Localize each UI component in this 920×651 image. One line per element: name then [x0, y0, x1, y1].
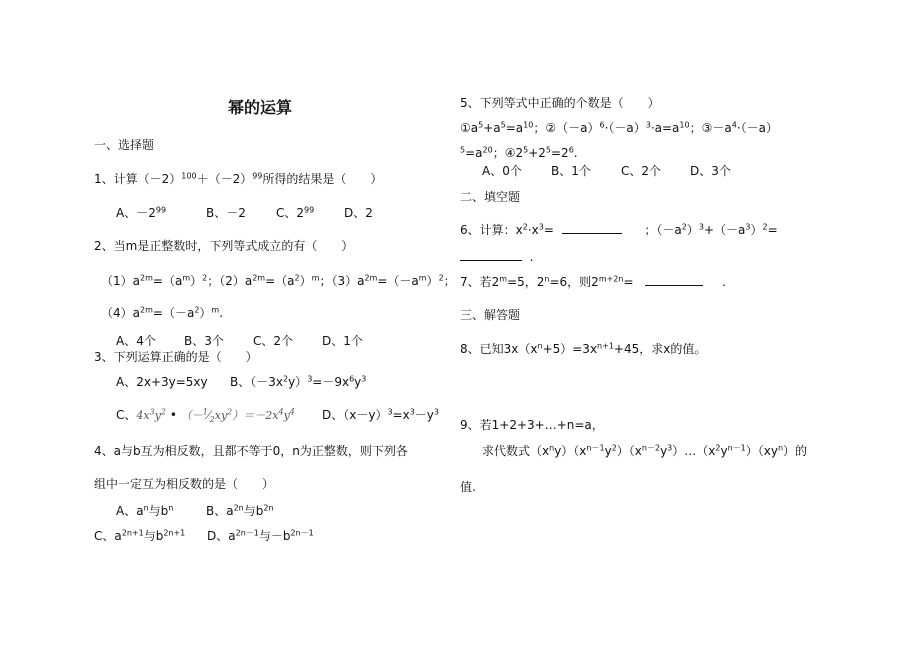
question-6-line2: .	[460, 249, 533, 265]
q5-option-d: D、3个	[690, 164, 731, 178]
question-7: 7、若$2^m=5$，$2^n=6$，则$2^{m+2n}=$ .	[460, 274, 726, 289]
q1-option-c: C、$2^{99}$	[276, 205, 315, 220]
q1-option-d: D、2	[344, 206, 373, 220]
q2-option-c: C、2个	[253, 334, 294, 348]
question-4-line1: 4、a与b互为相反数，且都不等于0，n为正整数，则下列各	[94, 444, 408, 458]
question-5: 5、下列等式中正确的个数是（ ）	[460, 96, 660, 110]
q4-option-d: D、$a^{2n-1}$与$-b^{2n-1}$	[207, 528, 314, 543]
q2-option-b: B、3个	[184, 334, 224, 348]
q5-option-c: C、2个	[621, 164, 662, 178]
q2-statement-line2: $(4)a^{2m}=(-a^2)^m$.	[101, 305, 224, 320]
question-9-line3: 值.	[460, 480, 476, 494]
q4-option-b: B、$a^{2n}$与$b^{2n}$	[206, 503, 274, 518]
q3-option-d: D、$(x-y)^3=x^3-y^3$	[322, 407, 439, 422]
question-2: 2、当m是正整数时，下列等式成立的有（ ）	[94, 239, 354, 253]
q3-option-b: B、$(-3x^2y)^3=-9x^6y^3$	[230, 374, 367, 389]
question-4-line2: 组中一定互为相反数的是（ ）	[94, 477, 275, 491]
question-3: 3、下列运算正确的是（ ）	[94, 350, 258, 364]
q2-option-d: D、1个	[322, 334, 363, 348]
q5-option-b: B、1个	[551, 164, 591, 178]
section-heading-answer: 三、解答题	[460, 308, 521, 322]
q5-option-a: A、0个	[482, 164, 522, 178]
q4-option-c: C、$a^{2n+1}$与$b^{2n+1}$	[94, 528, 186, 543]
q5-statements-line2: $^5=a^{20}$；$④2^5+2^5=2^6$.	[460, 145, 578, 160]
section-heading-fill: 二、填空题	[460, 190, 521, 204]
q5-statements-line1: $①a^5+a^5=a^{10}$；$②(-a)^6\cdot(-a)^3\cdot a=a^{10}$；$③-a^4\cdot(-a)$	[460, 120, 778, 135]
q1-option-a: A、$-2^{99}$	[116, 205, 167, 220]
question-6-line1: 6、计算：$x^2\cdot x^3=$ ；$(-a^2)^3+(-a^3)^2=$	[460, 222, 778, 237]
q2-option-a: A、4个	[116, 334, 156, 348]
question-1: 1、计算$(-2)^{100}+(-2)^{99}$所得的结果是（ ）	[94, 171, 383, 186]
question-9-line1: 9、若1+2+3+…+n=a，	[460, 418, 604, 432]
q2-statement-line1: $(1)a^{2m}=(a^m)^2$；$(2)a^{2m}=(a^2)^m$；$(3)a^{2m}=(-a^m)^2$；	[101, 273, 456, 288]
question-8: 8、已知$3x(x^n+5)=3x^{n+1}+45$，求x的值。	[460, 341, 707, 356]
q3-option-c: C、$4x^3y^2$ • $(-^1⁄_2xy^2)=-2x^4y^4$	[116, 407, 295, 425]
q3-option-a: A、2x+3y=5xy	[116, 375, 208, 389]
q4-option-a: A、$a^n$与$b^n$	[116, 503, 174, 518]
q1-option-b: B、－2	[206, 206, 246, 220]
question-9-line2: 求代数式$(x^ny)(x^{n-1}y^2)(x^{n-2}y^3)\dots(x^2y^{n-1})(xy^n)$的	[482, 443, 808, 458]
section-heading-choice: 一、选择题	[94, 138, 155, 152]
page-title: 幂的运算	[228, 98, 293, 117]
